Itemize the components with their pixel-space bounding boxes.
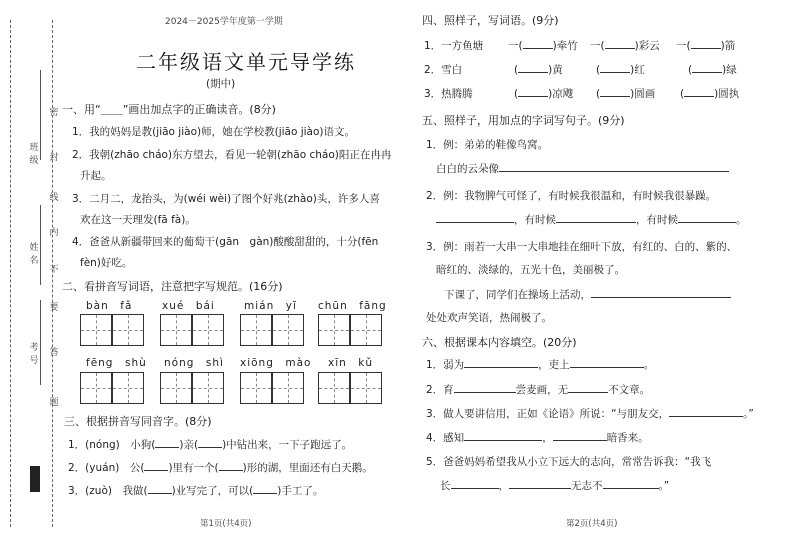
s4-row1c[interactable] — [676, 38, 735, 53]
answer-blank[interactable] — [553, 430, 607, 441]
section-6-heading: 六、根据课本内容填空。(20分) — [422, 336, 577, 349]
s4-text: )凉飕 — [548, 88, 574, 100]
s5-q1-prompt: 白白的云朵像 — [436, 163, 499, 175]
s6-q4[interactable] — [426, 430, 649, 445]
s6-text: 暗香来。 — [606, 432, 649, 444]
answer-blank[interactable] — [600, 62, 630, 73]
s6-text: 长 — [440, 480, 451, 492]
writing-grid-cell[interactable] — [80, 314, 112, 346]
binding-label-id: 考号 — [29, 343, 39, 366]
s6-text: 。” — [658, 480, 670, 492]
s4-text: ( — [680, 88, 685, 100]
binding-label-class: 班级 — [29, 143, 39, 166]
s5-q2-answer[interactable]: ，有时候 ，有时候 。 — [436, 212, 747, 227]
s5-q3-tail: 处处欢声笑语，热闹极了。 — [426, 312, 552, 324]
section-3-heading: 三、根据拼音写同音字。(8分) — [64, 415, 212, 428]
seal-char: 答 — [49, 348, 59, 358]
s4-text: ( — [514, 88, 519, 100]
s6-q3[interactable] — [426, 406, 754, 421]
s6-text: 不文章。 — [608, 384, 651, 396]
answer-blank[interactable] — [691, 38, 721, 49]
s4-row1b[interactable] — [590, 38, 660, 53]
q1-2b: 升起。 — [80, 170, 112, 182]
answer-blank[interactable] — [523, 38, 553, 49]
s5-q3-example-b: 暗红的、淡绿的，五光十色，美丽极了。 — [436, 264, 625, 276]
writing-grid-cell[interactable] — [80, 372, 112, 404]
answer-blank[interactable] — [451, 478, 499, 489]
s4-row1-label: 1．一方鱼塘 — [424, 40, 484, 52]
answer-blank[interactable] — [219, 460, 243, 471]
s5-q3-example-a: 3．例：雨若一大串一大串地挂在细叶下放，有红的、白的、紫的、 — [426, 241, 738, 253]
writing-grid-cell[interactable] — [160, 314, 192, 346]
s6-text: 。” — [743, 408, 754, 420]
s4-row2[interactable] — [514, 62, 563, 77]
writing-grid-cell[interactable] — [192, 314, 224, 346]
answer-blank[interactable] — [499, 161, 729, 172]
s6-q1[interactable]: 1．弱为 ，吏上 。 — [426, 359, 655, 371]
pinyin-label: xiōng mào — [240, 357, 312, 369]
class-write-line[interactable] — [40, 70, 41, 160]
answer-blank[interactable] — [591, 287, 731, 298]
binding-label-name: 姓名 — [29, 243, 39, 266]
answer-blank[interactable] — [198, 437, 222, 448]
q3-2-part: )形的湖，里面还有白天鹅。 — [242, 462, 373, 474]
answer-blank[interactable] — [148, 483, 172, 494]
answer-blank[interactable] — [464, 357, 538, 368]
answer-blank[interactable] — [600, 86, 630, 97]
writing-grid-cell[interactable] — [112, 372, 144, 404]
q1-4b[interactable]: fèn)好吃。 — [80, 257, 133, 269]
school-year: 2024－2025学年度第一学期 — [165, 17, 283, 27]
s4-text: )箭 — [720, 40, 736, 52]
q3-1[interactable] — [68, 437, 352, 452]
pinyin-label: chūn fāng — [318, 300, 387, 312]
s6-text: 3．做人要讲信用，正如《论语》所说：“与朋友交， — [426, 408, 670, 420]
writing-grid-cell[interactable] — [350, 314, 382, 346]
section-4-heading: 四、照样子，写词语。(9分) — [422, 14, 559, 27]
s5-q2-connector: ，有时候 — [636, 214, 678, 226]
s4-row1[interactable] — [508, 38, 578, 53]
writing-grid-cell[interactable] — [112, 314, 144, 346]
writing-grid-cell[interactable] — [318, 372, 350, 404]
writing-grid-cell[interactable] — [272, 372, 304, 404]
s6-q2[interactable] — [426, 382, 650, 397]
q3-3-part: )手工了。 — [277, 485, 324, 497]
answer-blank[interactable] — [669, 406, 743, 417]
answer-blank[interactable] — [605, 38, 635, 49]
writing-grid-cell[interactable] — [240, 372, 272, 404]
writing-grid-cell[interactable] — [350, 372, 382, 404]
seal-char: 内 — [49, 228, 59, 238]
q3-2-part: 2．(yuán) 公( — [68, 462, 145, 474]
s4-text: )红 — [630, 64, 645, 76]
s6-q5b[interactable] — [440, 478, 669, 493]
s5-q1-answer[interactable] — [436, 161, 729, 176]
seal-char: 题 — [49, 398, 59, 408]
pinyin-label: nóng shì — [164, 357, 224, 369]
writing-grid-cell[interactable] — [240, 314, 272, 346]
s4-text: 一( — [676, 40, 691, 52]
answer-blank[interactable] — [684, 86, 714, 97]
answer-blank[interactable] — [144, 460, 168, 471]
s4-row2-label: 2．雪白 — [424, 64, 463, 76]
section-5-heading: 五、照样子，用加点的字词写句子。(9分) — [422, 114, 625, 127]
s4-text: )圆执 — [714, 88, 740, 100]
q3-2-part: )里有一个( — [168, 462, 219, 474]
binding-margin — [0, 0, 58, 547]
seal-char: 要 — [49, 303, 59, 313]
s5-q2-example: 2．例：我物脾气可怪了，有时候我很温和，有时候我很暴躁。 — [426, 190, 717, 202]
answer-blank[interactable] — [464, 430, 542, 441]
pinyin-label: xué bái — [162, 300, 215, 312]
s5-q2-connector: ，有时候 — [514, 214, 556, 226]
s6-q5a: 5．爸爸妈妈希望我从小立下远大的志向，常常告诉我：“我飞 — [426, 456, 712, 468]
s4-text: 一( — [590, 40, 605, 52]
binding-black-tab — [30, 466, 40, 492]
s4-text: ( — [596, 64, 601, 76]
s6-text: ， — [542, 432, 553, 444]
answer-blank[interactable] — [454, 382, 516, 393]
seal-char: 封 — [49, 153, 59, 163]
answer-blank[interactable] — [692, 62, 722, 73]
pinyin-label: mián yī — [244, 300, 297, 312]
answer-blank[interactable] — [518, 86, 548, 97]
s6-text: 4．感知 — [426, 432, 465, 444]
answer-blank[interactable] — [253, 483, 277, 494]
s4-row3-label: 3．热腾腾 — [424, 88, 473, 100]
s6-text: 1．弱为 — [426, 359, 465, 371]
seal-char: 线 — [49, 193, 59, 203]
s4-row2b[interactable] — [596, 62, 645, 77]
q1-4a[interactable]: 4．爸爸从新疆带回来的葡萄干(gān gàn)酸酸甜甜的，十分(fēn — [72, 236, 379, 248]
answer-blank[interactable] — [509, 478, 571, 489]
page-title: 二年级语文单元导学练 — [136, 50, 356, 74]
seal-char: 不 — [49, 265, 59, 275]
s4-text: )圆画 — [630, 88, 656, 100]
s4-row3b[interactable] — [596, 86, 655, 101]
s6-text: ，吏上 — [538, 359, 570, 371]
q3-1-part: )中钻出来，一下子跑远了。 — [222, 439, 353, 451]
section-1-heading: 一、用“＿＿”画出加点字的正确读音。(8分) — [62, 103, 276, 116]
pinyin-label: fēng shù — [86, 357, 147, 369]
q3-3-part: 3．(zuò) 我做( — [68, 485, 148, 497]
page-subtitle: (期中) — [206, 78, 236, 90]
s6-text: 尝麦画，无 — [515, 384, 569, 396]
q1-2a[interactable]: 2．我朝(zhāo cháo)东方望去，看见一轮朝(zhāo cháo)阳正在冉冉 — [72, 149, 392, 161]
binding-line-outer — [10, 20, 11, 527]
section-2-heading: 二、看拼音写词语，注意把字写规范。(16分) — [62, 280, 283, 293]
s4-text: 一( — [508, 40, 523, 52]
s6-text: 2．育 — [426, 384, 454, 396]
writing-grid-cell[interactable] — [160, 372, 192, 404]
q3-3-part: )业写完了，可以( — [171, 485, 254, 497]
s6-text: 无志不 — [571, 480, 603, 492]
name-write-line[interactable] — [40, 205, 41, 285]
q1-3a[interactable]: 3．二月二，龙抬头，为(wéi wèi)了图个好兆(zhào)头，许多人喜 — [72, 193, 380, 205]
s5-q3-answer[interactable] — [444, 287, 731, 302]
answer-blank[interactable] — [603, 478, 659, 489]
q3-1-part: 1．(nóng) 小狗( — [68, 439, 156, 451]
seal-char: 密 — [49, 108, 59, 118]
s4-text: )牵竹 — [552, 40, 578, 52]
s4-row2c[interactable] — [688, 62, 737, 77]
s4-row3c[interactable] — [680, 86, 739, 101]
q3-1-part: )亲( — [179, 439, 199, 451]
s5-q3-prompt: 下课了，同学们在操场上活动， — [444, 289, 591, 301]
page-footer-left: 第1页(共4页) — [200, 519, 252, 529]
answer-blank[interactable] — [556, 212, 636, 223]
s6-text: ， — [498, 480, 509, 492]
pinyin-label: xīn kǔ — [328, 357, 374, 369]
id-write-line[interactable] — [40, 300, 41, 385]
s4-text: )绿 — [722, 64, 737, 76]
s4-text: ( — [514, 64, 519, 76]
s4-text: )彩云 — [634, 40, 660, 52]
s4-row3[interactable] — [514, 86, 573, 101]
writing-grid-cell[interactable] — [272, 314, 304, 346]
q1-1[interactable]: 1．我的妈妈是教(jiāo jiào)师，她在学校教(jiāo jiào)语文。 — [72, 126, 356, 138]
s4-text: ( — [688, 64, 693, 76]
pinyin-label: bàn fǎ — [86, 300, 133, 312]
answer-blank[interactable] — [155, 437, 179, 448]
writing-grid-cell[interactable] — [192, 372, 224, 404]
s5-q1-example: 1．例：弟弟的鞋像鸟窝。 — [426, 139, 549, 151]
q3-2[interactable] — [68, 460, 373, 475]
writing-grid-cell[interactable] — [318, 314, 350, 346]
q1-3b[interactable]: 欢在这一天理发(fā fà)。 — [80, 214, 196, 226]
answer-blank[interactable] — [678, 212, 736, 223]
answer-blank[interactable] — [568, 382, 608, 393]
page-footer-right: 第2页(共4页) — [566, 519, 618, 529]
q3-3[interactable] — [68, 483, 323, 498]
s4-text: )黄 — [548, 64, 563, 76]
s4-text: ( — [596, 88, 601, 100]
answer-blank[interactable] — [570, 357, 644, 368]
answer-blank[interactable] — [518, 62, 548, 73]
answer-blank[interactable] — [436, 212, 514, 223]
